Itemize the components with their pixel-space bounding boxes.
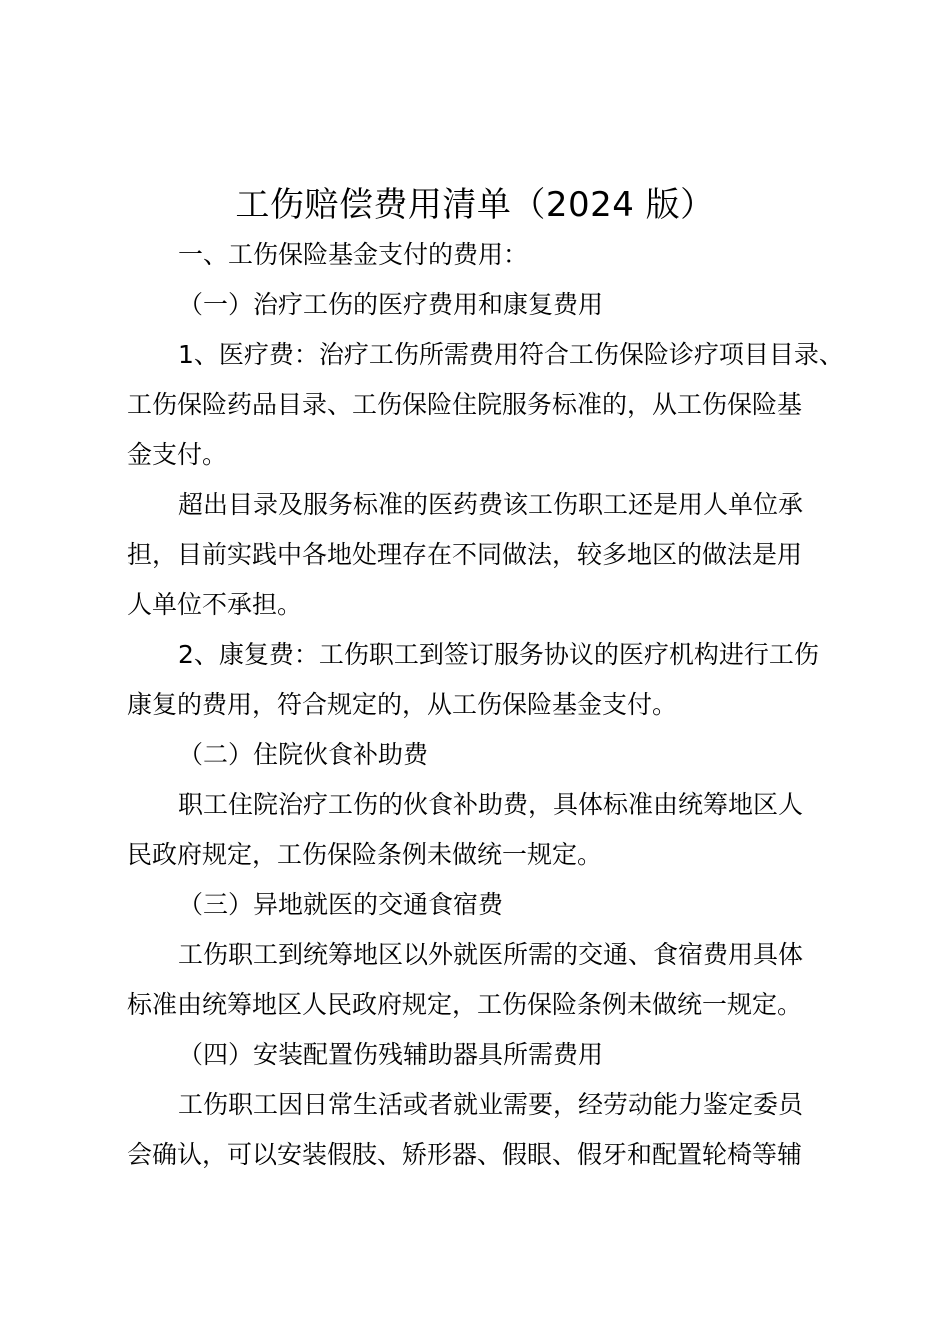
paragraph-line: 康复的费用，符合规定的，从工伤保险基金支付。 bbox=[127, 690, 678, 719]
paragraph-line: 超出目录及服务标准的医药费该工伤职工还是用人单位承 bbox=[178, 490, 804, 519]
paragraph-line: 1、医疗费：治疗工伤所需费用符合工伤保险诊疗项目目录、 bbox=[178, 340, 844, 369]
paragraph-line: 工伤保险药品目录、工伤保险住院服务标准的，从工伤保险基 bbox=[127, 390, 803, 419]
paragraph-line: 金支付。 bbox=[127, 440, 228, 469]
subsection-heading-3: （三）异地就医的交通食宿费 bbox=[178, 890, 504, 919]
paragraph-line: 人单位不承担。 bbox=[127, 590, 303, 619]
subsection-heading-1: （一）治疗工伤的医疗费用和康复费用 bbox=[178, 290, 604, 319]
paragraph-line: 2、康复费：工伤职工到签订服务协议的医疗机构进行工伤 bbox=[178, 640, 819, 669]
paragraph-line: 会确认，可以安装假肢、矫形器、假眼、假牙和配置轮椅等辅 bbox=[127, 1140, 803, 1169]
document-title: 工伤赔偿费用清单（2024 版） bbox=[235, 185, 715, 225]
subsection-heading-4: （四）安装配置伤残辅助器具所需费用 bbox=[178, 1040, 604, 1069]
paragraph-line: 担，目前实践中各地处理存在不同做法，较多地区的做法是用 bbox=[127, 540, 803, 569]
paragraph-line: 工伤职工到统筹地区以外就医所需的交通、食宿费用具体 bbox=[178, 940, 804, 969]
section-heading-1: 一、工伤保险基金支付的费用： bbox=[178, 240, 529, 269]
paragraph-line: 民政府规定，工伤保险条例未做统一规定。 bbox=[127, 840, 603, 869]
paragraph-line: 职工住院治疗工伤的伙食补助费，具体标准由统筹地区人 bbox=[178, 790, 804, 819]
subsection-heading-2: （二）住院伙食补助费 bbox=[178, 740, 429, 769]
paragraph-line: 标准由统筹地区人民政府规定，工伤保险条例未做统一规定。 bbox=[127, 990, 803, 1019]
paragraph-line: 工伤职工因日常生活或者就业需要，经劳动能力鉴定委员 bbox=[178, 1090, 804, 1119]
